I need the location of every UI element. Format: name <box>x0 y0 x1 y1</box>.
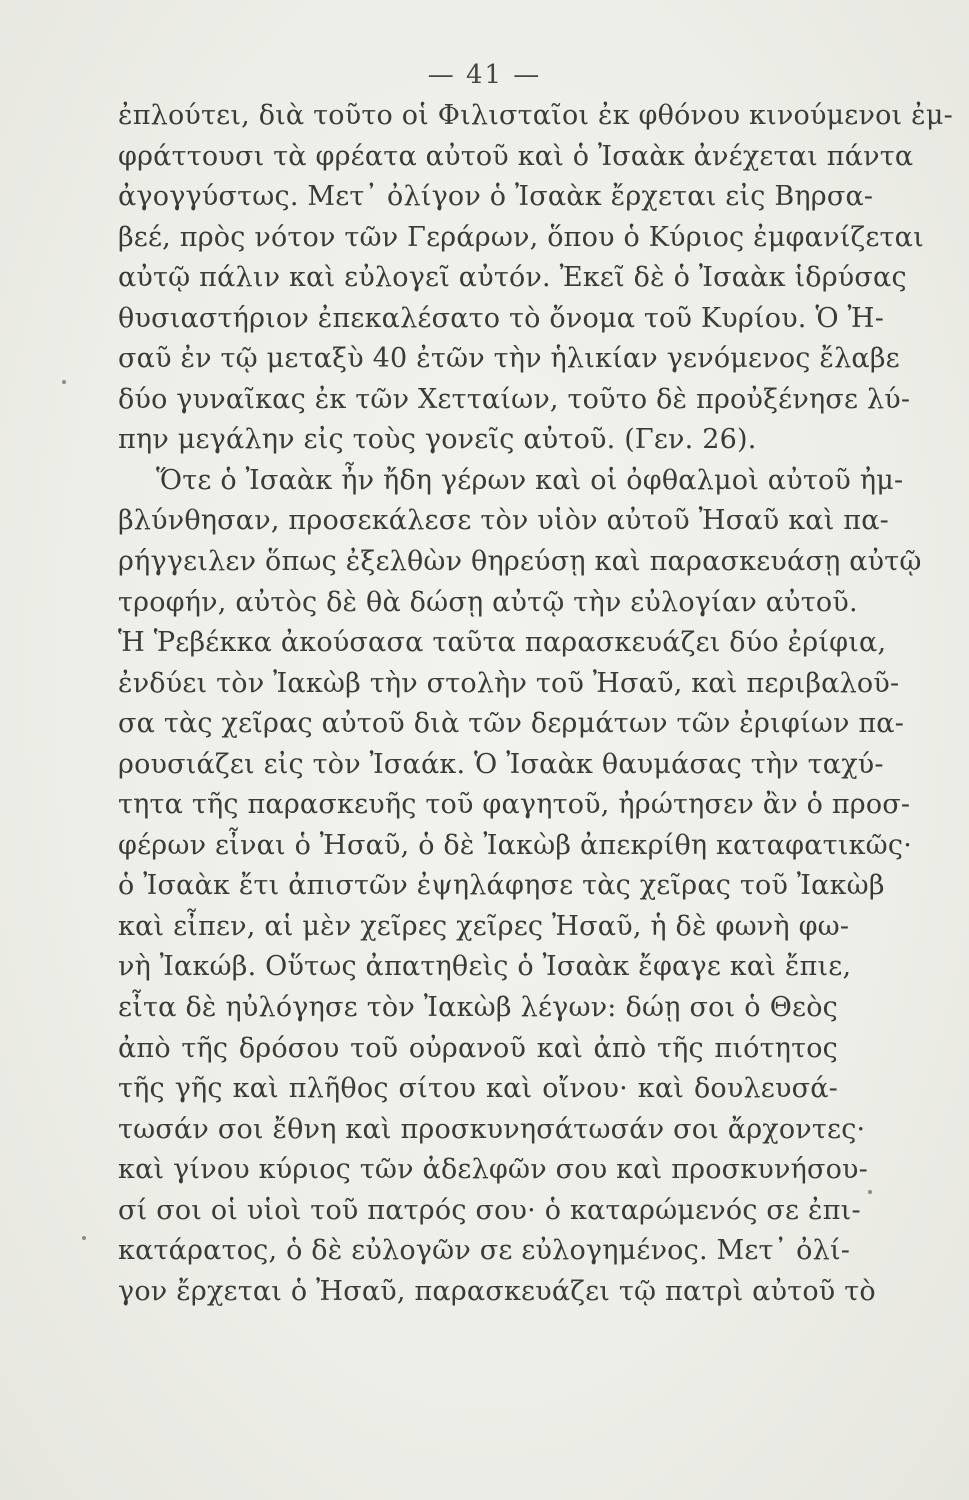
text-line: ὁ Ἰσαὰκ ἔτι ἀπιστῶν ἐψηλάφησε τὰς χεῖρας τοῦ Ἰακὼβ <box>118 870 885 902</box>
text-line: σα τὰς χεῖρας αὐτοῦ διὰ τῶν δερμάτων τῶν ἐριφίων πα- <box>118 708 905 740</box>
text-line: ἐπλούτει, διὰ τοῦτο οἱ Φιλισταῖοι ἐκ φθόνου κινούμενοι ἐμ- <box>118 100 953 131</box>
text-line: φράττουσι τὰ φρέατα αὐτοῦ καὶ ὁ Ἰσαὰκ ἀνέχεται πάντα <box>118 140 914 172</box>
text-line: εἶτα δὲ ηὐλόγησε τὸν Ἰακὼβ λέγων: δώῃ σοι ὁ Θεὸς <box>118 992 838 1024</box>
text-line: θυσιαστήριον ἐπεκαλέσατο τὸ ὄνομα τοῦ Κυρίου. Ὁ Ἠ- <box>118 302 885 334</box>
text-line: Ἡ Ῥεβέκκα ἀκούσασα ταῦτα παρασκευάζει δύο ἐρίφια, <box>118 627 887 659</box>
text-line: Ὅτε ὁ Ἰσαὰκ ἦν ἤδη γέρων καὶ οἱ ὀφθαλμοὶ αὐτοῦ ἠμ- <box>156 464 904 496</box>
text-line: τῆς γῆς καὶ πλῆθος σίτου καὶ οἴνου· καὶ δουλευσά- <box>118 1073 838 1105</box>
text-line: γον ἔρχεται ὁ Ἠσαῦ, παρασκευάζει τῷ πατρὶ αὐτοῦ τὸ <box>118 1275 876 1307</box>
text-line: σαῦ ἐν τῷ μεταξὺ 40 ἐτῶν τὴν ἡλικίαν γενόμενος ἔλαβε <box>118 343 900 375</box>
print-speck <box>62 380 66 384</box>
text-line: αὐτῷ πάλιν καὶ εὐλογεῖ αὐτόν. Ἐκεῖ δὲ ὁ Ἰσαὰκ ἱδρύσας <box>118 262 907 294</box>
text-line: βεέ, πρὸς νότον τῶν Γεράρων, ὅπου ὁ Κύριος ἐμφανίζεται <box>118 221 924 253</box>
text-line: τροφήν, αὐτὸς δὲ θὰ δώσῃ αὐτῷ τὴν εὐλογίαν αὐτοῦ. <box>118 586 858 618</box>
text-line: ρήγγειλεν ὅπως ἐξελθὼν θηρεύσῃ καὶ παρασκευάσῃ αὐτῷ <box>118 546 922 578</box>
text-line: καὶ γίνου κύριος τῶν ἀδελφῶν σου καὶ προσκυνήσου- <box>118 1154 868 1186</box>
text-line: ἀγογγύστως. Μετ᾽ ὀλίγον ὁ Ἰσαὰκ ἔρχεται εἰς Βηρσα- <box>118 181 874 213</box>
text-line: τητα τῆς παρασκευῆς τοῦ φαγητοῦ, ἠρώτησεν ἂν ὁ προσ- <box>118 789 911 821</box>
text-line: φέρων εἶναι ὁ Ἠσαῦ, ὁ δὲ Ἰακὼβ ἀπεκρίθη καταφατικῶς· <box>118 829 912 861</box>
page-number: — 41 — <box>427 60 542 90</box>
print-speck <box>868 1190 872 1194</box>
text-line: νὴ Ἰακώβ. Οὕτως ἀπατηθεὶς ὁ Ἰσαὰκ ἔφαγε καὶ ἔπιε, <box>118 951 852 983</box>
text-line: πην μεγάλην εἰς τοὺς γονεῖς αὐτοῦ. (Γεν. 26). <box>118 424 757 456</box>
text-line: ἀπὸ τῆς δρόσου τοῦ οὐρανοῦ καὶ ἀπὸ τῆς πιότητος <box>118 1032 838 1064</box>
text-line: ρουσιάζει εἰς τὸν Ἰσαάκ. Ὁ Ἰσαὰκ θαυμάσας τὴν ταχύ- <box>118 748 884 780</box>
print-speck <box>82 1236 86 1240</box>
text-line: σί σοι οἱ υἱοὶ τοῦ πατρός σου· ὁ καταρώμενός σε ἐπι- <box>118 1194 861 1226</box>
text-line: ἐνδύει τὸν Ἰακὼβ τὴν στολὴν τοῦ Ἠσαῦ, καὶ περιβαλοῦ- <box>118 667 900 699</box>
text-line: βλύνθησαν, προσεκάλεσε τὸν υἱὸν αὐτοῦ Ἠσαῦ καὶ πα- <box>118 505 889 537</box>
text-line: τωσάν σοι ἔθνη καὶ προσκυνησάτωσάν σοι ἄρχοντες· <box>118 1113 866 1145</box>
body-text <box>118 96 953 1312</box>
text-line: καὶ εἶπεν, αἱ μὲν χεῖρες χεῖρες Ἠσαῦ, ἡ δὲ φωνὴ φω- <box>118 910 850 942</box>
text-line: κατάρατος, ὁ δὲ εὐλογῶν σε εὐλογημένος. Μετ᾽ ὀλί- <box>118 1235 851 1267</box>
text-line: δύο γυναῖκας ἐκ τῶν Χετταίων, τοῦτο δὲ προὐξένησε λύ- <box>118 383 911 415</box>
